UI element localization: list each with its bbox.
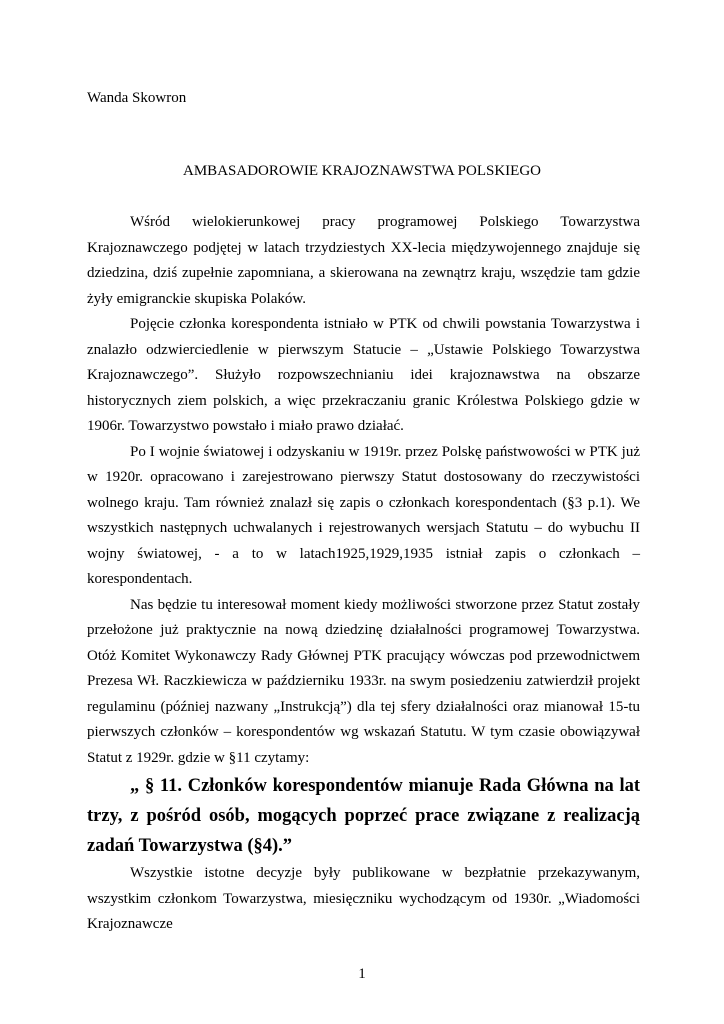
paragraph-3: Po I wojnie światowej i odzyskaniu w 1919r. przez Polskę państwowości w PTK już w 1920r. opracowano i zarejestrowano pierwszy Statut dostosowany do rzeczywistości wolnego kraju. Tam również znalazł się zapis o członkach korespondentach (§3 p.1). We wszystkich następnych uchwalanych i rejestrowanych wersjach Statutu – do wybuchu II wojny światowej, - a to w latach1925,1929,1935 istniał zapis o członkach – korespondentach. bbox=[87, 443, 640, 587]
paragraph-4: Nas będzie tu interesował moment kiedy możliwości stworzone przez Statut zostały przełożone już praktycznie na nową dziedzinę działalności programowej Towarzystwa. Otóż Komitet Wykonawczy Rady Głównej PTK pracujący wówczas pod przewodnictwem Prezesa Wł. Raczkiewicza w październiku 1933r. na swym posiedzeniu zatwierdził projekt regulaminu (później nazwany „Instrukcją”) dla tej sfery działalności oraz mianował 15-tu pierwszych członków – korespondentów wg wskazań Statutu. W tym czasie obowiązywał Statut z 1929r. gdzie w §11 czytamy: bbox=[87, 596, 640, 766]
page-number: 1 bbox=[358, 966, 366, 982]
paragraph-1: Wśród wielokierunkowej pracy programowej Polskiego Towarzystwa Krajoznawczego podjętej w latach trzydziestych XX-lecia międzywojennego znajduje się dziedzina, dziś zupełnie zapomniana, a skierowana na zewnątrz kraju, wszędzie tam gdzie żyły emigranckie skupiska Polaków. bbox=[87, 214, 640, 307]
statute-quote: „ § 11. Członków korespondentów mianuje Rada Główna na lat trzy, z pośród osób, mogących poprzeć prace związane z realizacją zadań Towarzystwa (§4).” bbox=[87, 776, 640, 856]
document-body bbox=[87, 210, 640, 938]
paragraph-5: Wszystkie istotne decyzje były publikowane w bezpłatnie przekazywanym, wszystkim członkom Towarzystwa, miesięczniku wychodzącym od 1930r. „Wiadomości Krajoznawcze bbox=[87, 865, 640, 932]
document-title: AMBASADOROWIE KRAJOZNAWSTWA POLSKIEGO bbox=[183, 163, 541, 179]
paragraph-2: Pojęcie członka korespondenta istniało w PTK od chwili powstania Towarzystwa i znalazło odzwierciedlenie w pierwszym Statucie – „Ustawie Polskiego Towarzystwa Krajoznawczego”. Służyło rozpowszechnianiu idei krajoznawstwa na obszarze historycznych ziem polskich, a więc przekraczaniu granic Królestwa Polskiego gdzie w 1906r. Towarzystwo powstało i miało prawo działać. bbox=[87, 316, 640, 434]
author-name: Wanda Skowron bbox=[87, 90, 187, 106]
